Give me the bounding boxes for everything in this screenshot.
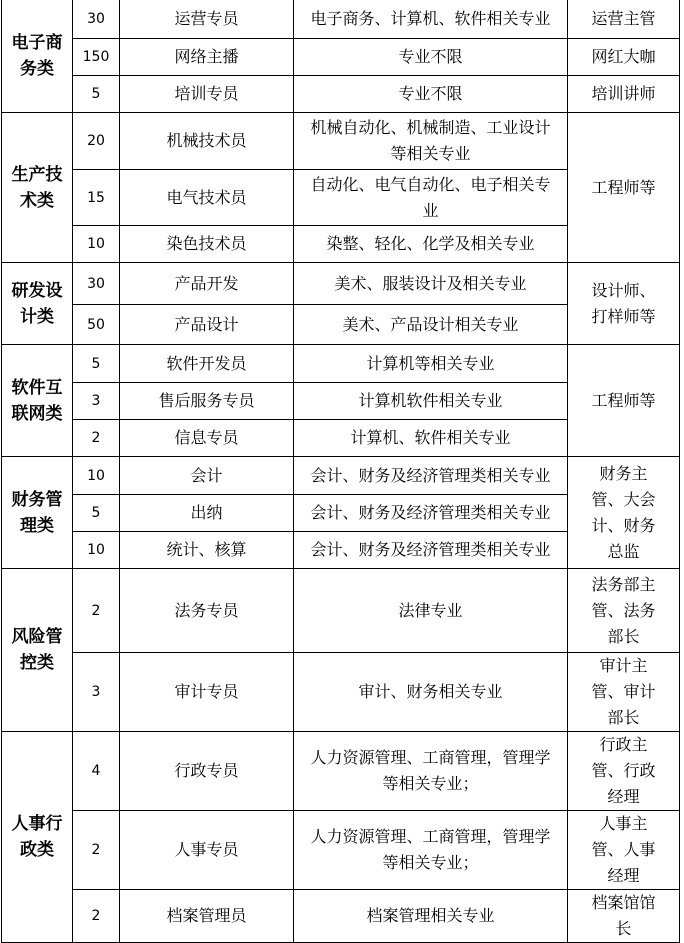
table-row xyxy=(2,653,680,732)
table-row xyxy=(2,39,680,76)
career-cell: 行政主管、行政经理 xyxy=(568,732,680,811)
position-cell: 行政专员 xyxy=(120,732,294,811)
headcount-cell: 4 xyxy=(73,732,120,811)
requirement-cell: 档案管理相关专业 xyxy=(294,890,568,943)
requirement-cell: 美术、产品设计相关专业 xyxy=(294,305,568,345)
career-cell: 法务部主管、法务部长 xyxy=(568,569,680,653)
requirement-cell: 人力资源管理、工商管理，管理学等相关专业； xyxy=(294,811,568,890)
table-row xyxy=(2,732,680,811)
career-cell: 工程师等 xyxy=(568,113,680,263)
career-cell: 运营主管 xyxy=(568,0,680,39)
recruitment-table xyxy=(1,0,680,943)
career-cell: 档案馆馆长 xyxy=(568,890,680,943)
headcount-cell: 30 xyxy=(73,0,120,39)
table-row xyxy=(2,569,680,653)
requirement-cell: 染整、轻化、化学及相关专业 xyxy=(294,226,568,263)
position-cell: 售后服务专员 xyxy=(120,383,294,420)
requirement-cell: 计算机等相关专业 xyxy=(294,345,568,383)
career-cell: 设计师、打样师等 xyxy=(568,263,680,345)
requirement-cell: 审计、财务相关专业 xyxy=(294,653,568,732)
career-cell: 财务主管、大会计、财务总监 xyxy=(568,457,680,569)
position-cell: 会计 xyxy=(120,457,294,495)
position-cell: 审计专员 xyxy=(120,653,294,732)
career-cell: 网红大咖 xyxy=(568,39,680,76)
requirement-cell: 自动化、电气自动化、电子相关专业 xyxy=(294,170,568,226)
requirement-cell: 会计、财务及经济管理类相关专业 xyxy=(294,495,568,532)
requirement-cell: 会计、财务及经济管理类相关专业 xyxy=(294,532,568,569)
headcount-cell: 20 xyxy=(73,113,120,170)
position-cell: 法务专员 xyxy=(120,569,294,653)
headcount-cell: 3 xyxy=(73,383,120,420)
position-cell: 出纳 xyxy=(120,495,294,532)
requirement-cell: 专业不限 xyxy=(294,39,568,76)
headcount-cell: 2 xyxy=(73,890,120,943)
table-row xyxy=(2,113,680,170)
headcount-cell: 15 xyxy=(73,170,120,226)
category-cell: 风险管控类 xyxy=(2,569,73,732)
career-cell: 审计主管、审计部长 xyxy=(568,653,680,732)
category-cell: 研发设计类 xyxy=(2,263,73,345)
career-cell: 人事主管、人事经理 xyxy=(568,811,680,890)
headcount-cell: 3 xyxy=(73,653,120,732)
position-cell: 产品设计 xyxy=(120,305,294,345)
headcount-cell: 2 xyxy=(73,569,120,653)
position-cell: 档案管理员 xyxy=(120,890,294,943)
requirement-cell: 专业不限 xyxy=(294,76,568,113)
headcount-cell: 2 xyxy=(73,811,120,890)
headcount-cell: 2 xyxy=(73,420,120,457)
position-cell: 产品开发 xyxy=(120,263,294,305)
headcount-cell: 10 xyxy=(73,532,120,569)
headcount-cell: 30 xyxy=(73,263,120,305)
career-cell: 工程师等 xyxy=(568,345,680,457)
category-cell: 电子商务类 xyxy=(2,0,73,113)
position-cell: 机械技术员 xyxy=(120,113,294,170)
requirement-cell: 美术、服装设计及相关专业 xyxy=(294,263,568,305)
headcount-cell: 5 xyxy=(73,76,120,113)
headcount-cell: 5 xyxy=(73,345,120,383)
position-cell: 人事专员 xyxy=(120,811,294,890)
requirement-cell: 人力资源管理、工商管理，管理学等相关专业； xyxy=(294,732,568,811)
table-row xyxy=(2,890,680,943)
position-cell: 培训专员 xyxy=(120,76,294,113)
requirement-cell: 计算机、软件相关专业 xyxy=(294,420,568,457)
category-cell: 软件互联网类 xyxy=(2,345,73,457)
category-cell: 人事行政类 xyxy=(2,732,73,943)
table-row xyxy=(2,811,680,890)
headcount-cell: 5 xyxy=(73,495,120,532)
requirement-cell: 会计、财务及经济管理类相关专业 xyxy=(294,457,568,495)
position-cell: 染色技术员 xyxy=(120,226,294,263)
position-cell: 统计、核算 xyxy=(120,532,294,569)
headcount-cell: 10 xyxy=(73,226,120,263)
requirement-cell: 机械自动化、机械制造、工业设计等相关专业 xyxy=(294,113,568,170)
category-cell: 财务管理类 xyxy=(2,457,73,569)
table-row xyxy=(2,76,680,113)
headcount-cell: 150 xyxy=(73,39,120,76)
table-row xyxy=(2,457,680,495)
position-cell: 运营专员 xyxy=(120,0,294,39)
table-row xyxy=(2,0,680,39)
table-row xyxy=(2,263,680,305)
position-cell: 信息专员 xyxy=(120,420,294,457)
requirement-cell: 法律专业 xyxy=(294,569,568,653)
table-row xyxy=(2,345,680,383)
headcount-cell: 50 xyxy=(73,305,120,345)
position-cell: 电气技术员 xyxy=(120,170,294,226)
category-cell: 生产技术类 xyxy=(2,113,73,263)
position-cell: 网络主播 xyxy=(120,39,294,76)
requirement-cell: 电子商务、计算机、软件相关专业 xyxy=(294,0,568,39)
position-cell: 软件开发员 xyxy=(120,345,294,383)
headcount-cell: 10 xyxy=(73,457,120,495)
requirement-cell: 计算机软件相关专业 xyxy=(294,383,568,420)
career-cell: 培训讲师 xyxy=(568,76,680,113)
